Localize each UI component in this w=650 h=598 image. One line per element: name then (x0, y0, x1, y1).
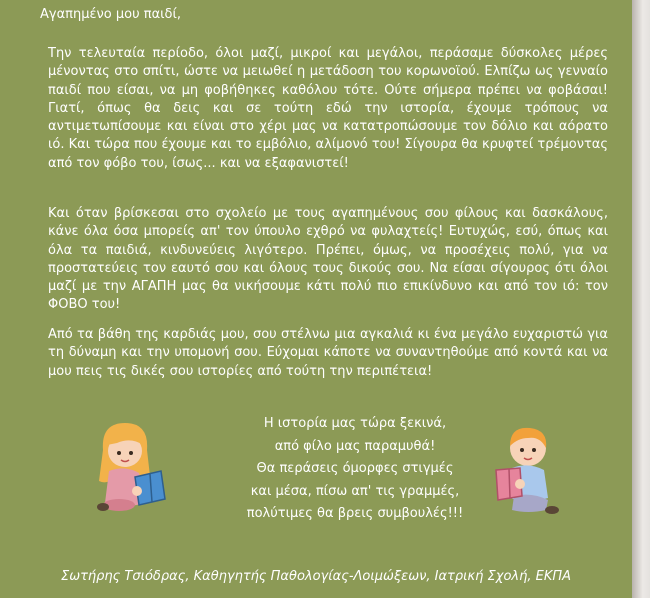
poem (240, 413, 470, 526)
poem-line: πολύτιμες θα βρεις συμβουλές!!! (246, 506, 464, 521)
poem-line: και μέσα, πίσω απ' τις γραμμές, (250, 483, 460, 499)
poem-line: Η ιστορία μας τώρα ξεκινά, (263, 416, 447, 431)
paragraph-3: Από τα βάθη της καρδιάς μου, σου στέλνω μια αγκαλιά κι ένα μεγάλο ευχαριστώ για τη δύναμη και την υπομονή σου. Εύχομαι κάποτε να συναντηθούμε από κοντά και να μου πεις τις δικές σου ιστορίες από τούτη την περιπέτεια! (48, 327, 608, 379)
salutation: Αγαπημένο μου παιδί, (40, 7, 182, 22)
poem-line: Θα περάσεις όμορφες στιγμές (256, 461, 454, 476)
signature: Σωτήρης Τσιόδρας, Καθηγητής Παθολογίας-Λοιμώξεων, Ιατρική Σχολή, ΕΚΠΑ (60, 569, 572, 584)
girl-reading-icon (95, 415, 175, 515)
boy-reading-icon (492, 418, 562, 518)
paragraph-1: Την τελευταία περίοδο, όλοι μαζί, μικροί και μεγάλοι, περάσαμε δύσκολες μέρες μένοντας στο σπίτι, ώστε να μειωθεί η μετάδοση του κορωνοϊού. Ελπίζω ως γενναίο παιδί που είσαι, να μη φοβήθηκες καθόλου τότε. Ούτε σήμερα πρέπει να φοβάσαι! Γιατί, όπως θα δεις και σε τούτη εδώ την ιστορία, έχουμε τρόπους να αντιμετωπίσουμε και είναι στο χέρι μας να κατατροπώσουμε τον δόλιο και αόρατο ιό. Και τώρα που έχουμε και το εμβόλιο, αλίμονό του! Σίγουρα θα κρυφτεί τρέμοντας από τον φόβο του, ίσως... και να εξαφανιστεί! (48, 46, 608, 171)
paper-edge (632, 0, 650, 598)
poem-line: από φίλο μας παραμυθά! (274, 438, 436, 454)
paragraph-2: Και όταν βρίσκεσαι στο σχολείο με τους αγαπημένους σου φίλους και δασκάλους, κάνε όλα όσα μπορείς απ' τον ύπουλο εχθρό να φυλαχτείς! Ευτυχώς, εσύ, όπως και όλα τα παιδιά, κινδυνεύεις λιγότερο. Πρέπει, όμως, να προσέχεις πολύ, για να προστατεύεις τον εαυτό σου και όλους τους δικούς σου. Να είσαι σίγουρος ότι όλοι μαζί με την ΑΓΑΠΗ μας θα νικήσουμε κάτι πολύ πιο επικίνδυνο και από τον ιό: τον ΦΟΒΟ του! (48, 206, 608, 313)
